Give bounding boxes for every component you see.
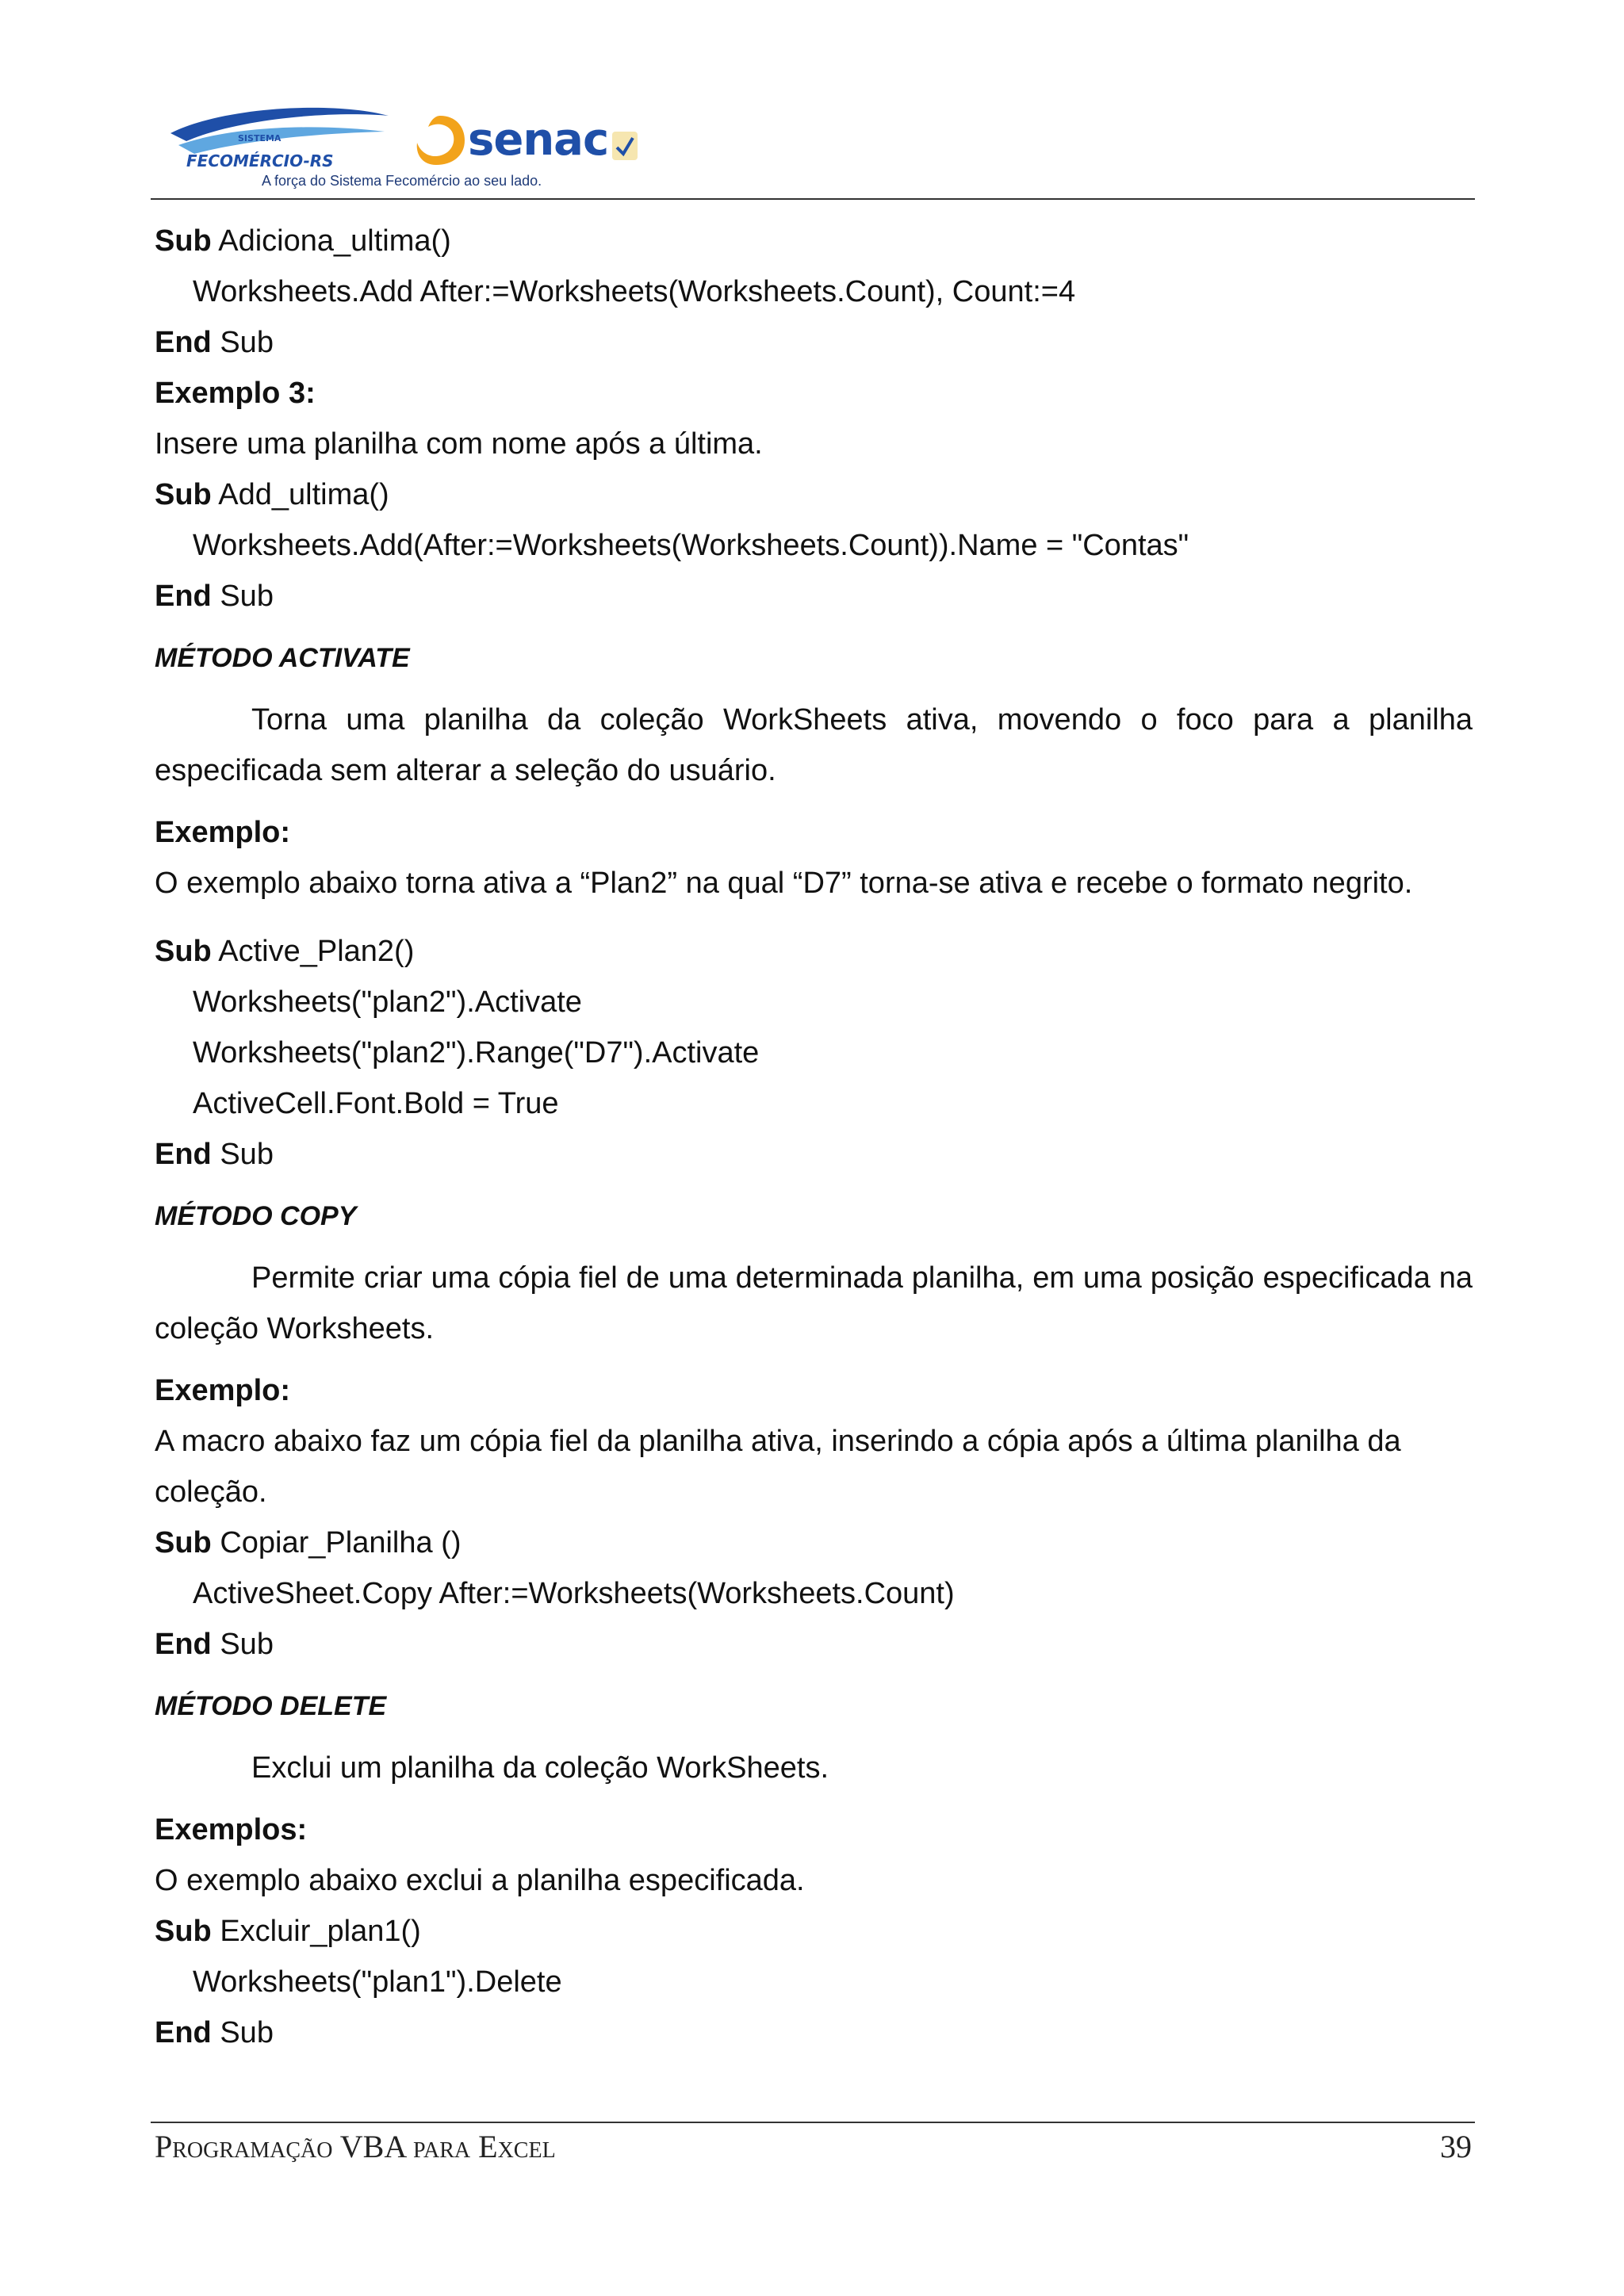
code-keyword: Sub [155, 1526, 212, 1559]
code-line [155, 1517, 1473, 1568]
code-text: Adiciona_ultima() [211, 224, 451, 258]
code-text: Copiar_Planilha () [211, 1526, 462, 1559]
code-line [155, 1619, 1473, 1670]
code-line [155, 926, 1473, 977]
code-text: Sub [211, 1138, 274, 1171]
fecomercio-logo [163, 101, 393, 181]
code-keyword: Sub [155, 1915, 212, 1948]
code-line [155, 469, 1473, 520]
code-text: Add_ultima() [211, 478, 389, 511]
code-line [155, 317, 1473, 368]
example-description: coleção. [155, 1475, 267, 1509]
paragraph-copy: Permite criar uma cópia fiel de uma determinada planilha, em uma posição especificada na coleção Worksheets. [155, 1261, 1473, 1345]
example-description: O exemplo abaixo exclui a planilha especificada. [155, 1864, 805, 1897]
code-line [155, 1129, 1473, 1180]
code-line [155, 1906, 1473, 1957]
code-line: Worksheets.Add After:=Worksheets(Worksheets.Count), Count:=4 [193, 275, 1076, 308]
code-keyword: Sub [155, 478, 212, 511]
code-keyword: Sub [155, 224, 212, 258]
code-text: Active_Plan2() [211, 935, 415, 968]
example-description: O exemplo abaixo torna ativa a “Plan2” na qual “D7” torna-se ativa e recebe o formato negrito. [155, 867, 1413, 900]
code-line: Worksheets("plan2").Range("D7").Activate [193, 1036, 760, 1070]
header-tagline: A força do Sistema Fecomércio ao seu lado. [262, 173, 542, 189]
code-text: Sub [211, 1628, 274, 1661]
code-line: Worksheets("plan2").Activate [193, 985, 582, 1019]
footer-divider [151, 2122, 1475, 2123]
code-keyword: End [155, 580, 212, 613]
code-line: Worksheets("plan1").Delete [193, 1965, 562, 1999]
code-line [155, 2007, 1473, 2058]
code-keyword: End [155, 326, 212, 359]
page-content [155, 216, 1473, 2058]
senac-emblem-icon [412, 113, 468, 168]
code-keyword: End [155, 2016, 212, 2049]
code-line [155, 216, 1473, 266]
section-heading-copy: MÉTODO COPY [155, 1201, 357, 1231]
paragraph-activate: Torna uma planilha da coleção WorkSheets ativa, movendo o foco para a planilha especificada sem alterar a seleção do usuário. [155, 703, 1473, 787]
senac-badge-icon [611, 130, 639, 162]
logo-fecomercio-text: FECOMÉRCIO-RS [186, 151, 334, 170]
code-text: Sub [211, 580, 274, 613]
footer-title: Programação VBA para Excel [155, 2129, 556, 2164]
paragraph-delete: Exclui um planilha da coleção WorkSheets. [251, 1751, 829, 1785]
code-line [155, 571, 1473, 622]
section-heading-delete: MÉTODO DELETE [155, 1691, 387, 1721]
code-keyword: End [155, 1628, 212, 1661]
logo-sistema-text: SISTEMA [238, 133, 282, 144]
code-text: Excluir_plan1() [211, 1915, 421, 1948]
fecomercio-swoosh-icon [163, 101, 393, 181]
senac-wordmark: senac [468, 114, 609, 166]
example-description: A macro abaixo faz um cópia fiel da planilha ativa, inserindo a cópia após a última planilha da [155, 1425, 1401, 1458]
code-text: Sub [211, 326, 274, 359]
section-heading-activate: MÉTODO ACTIVATE [155, 643, 410, 673]
header-divider [151, 198, 1475, 200]
example-label: Exemplos: [155, 1813, 308, 1846]
page-header [151, 94, 1475, 200]
code-keyword: Sub [155, 935, 212, 968]
code-keyword: End [155, 1138, 212, 1171]
example-label: Exemplo 3: [155, 377, 316, 410]
page-number: 39 [1440, 2129, 1472, 2164]
code-line: ActiveSheet.Copy After:=Worksheets(Worksheets.Count) [193, 1577, 955, 1610]
example-label: Exemplo: [155, 1374, 291, 1407]
example-description: Insere uma planilha com nome após a última. [155, 427, 763, 461]
code-line: ActiveCell.Font.Bold = True [193, 1087, 559, 1120]
code-text: Sub [211, 2016, 274, 2049]
code-line: Worksheets.Add(After:=Worksheets(Worksheets.Count)).Name = "Contas" [193, 529, 1189, 562]
example-label: Exemplo: [155, 816, 291, 849]
senac-logo [412, 109, 642, 181]
